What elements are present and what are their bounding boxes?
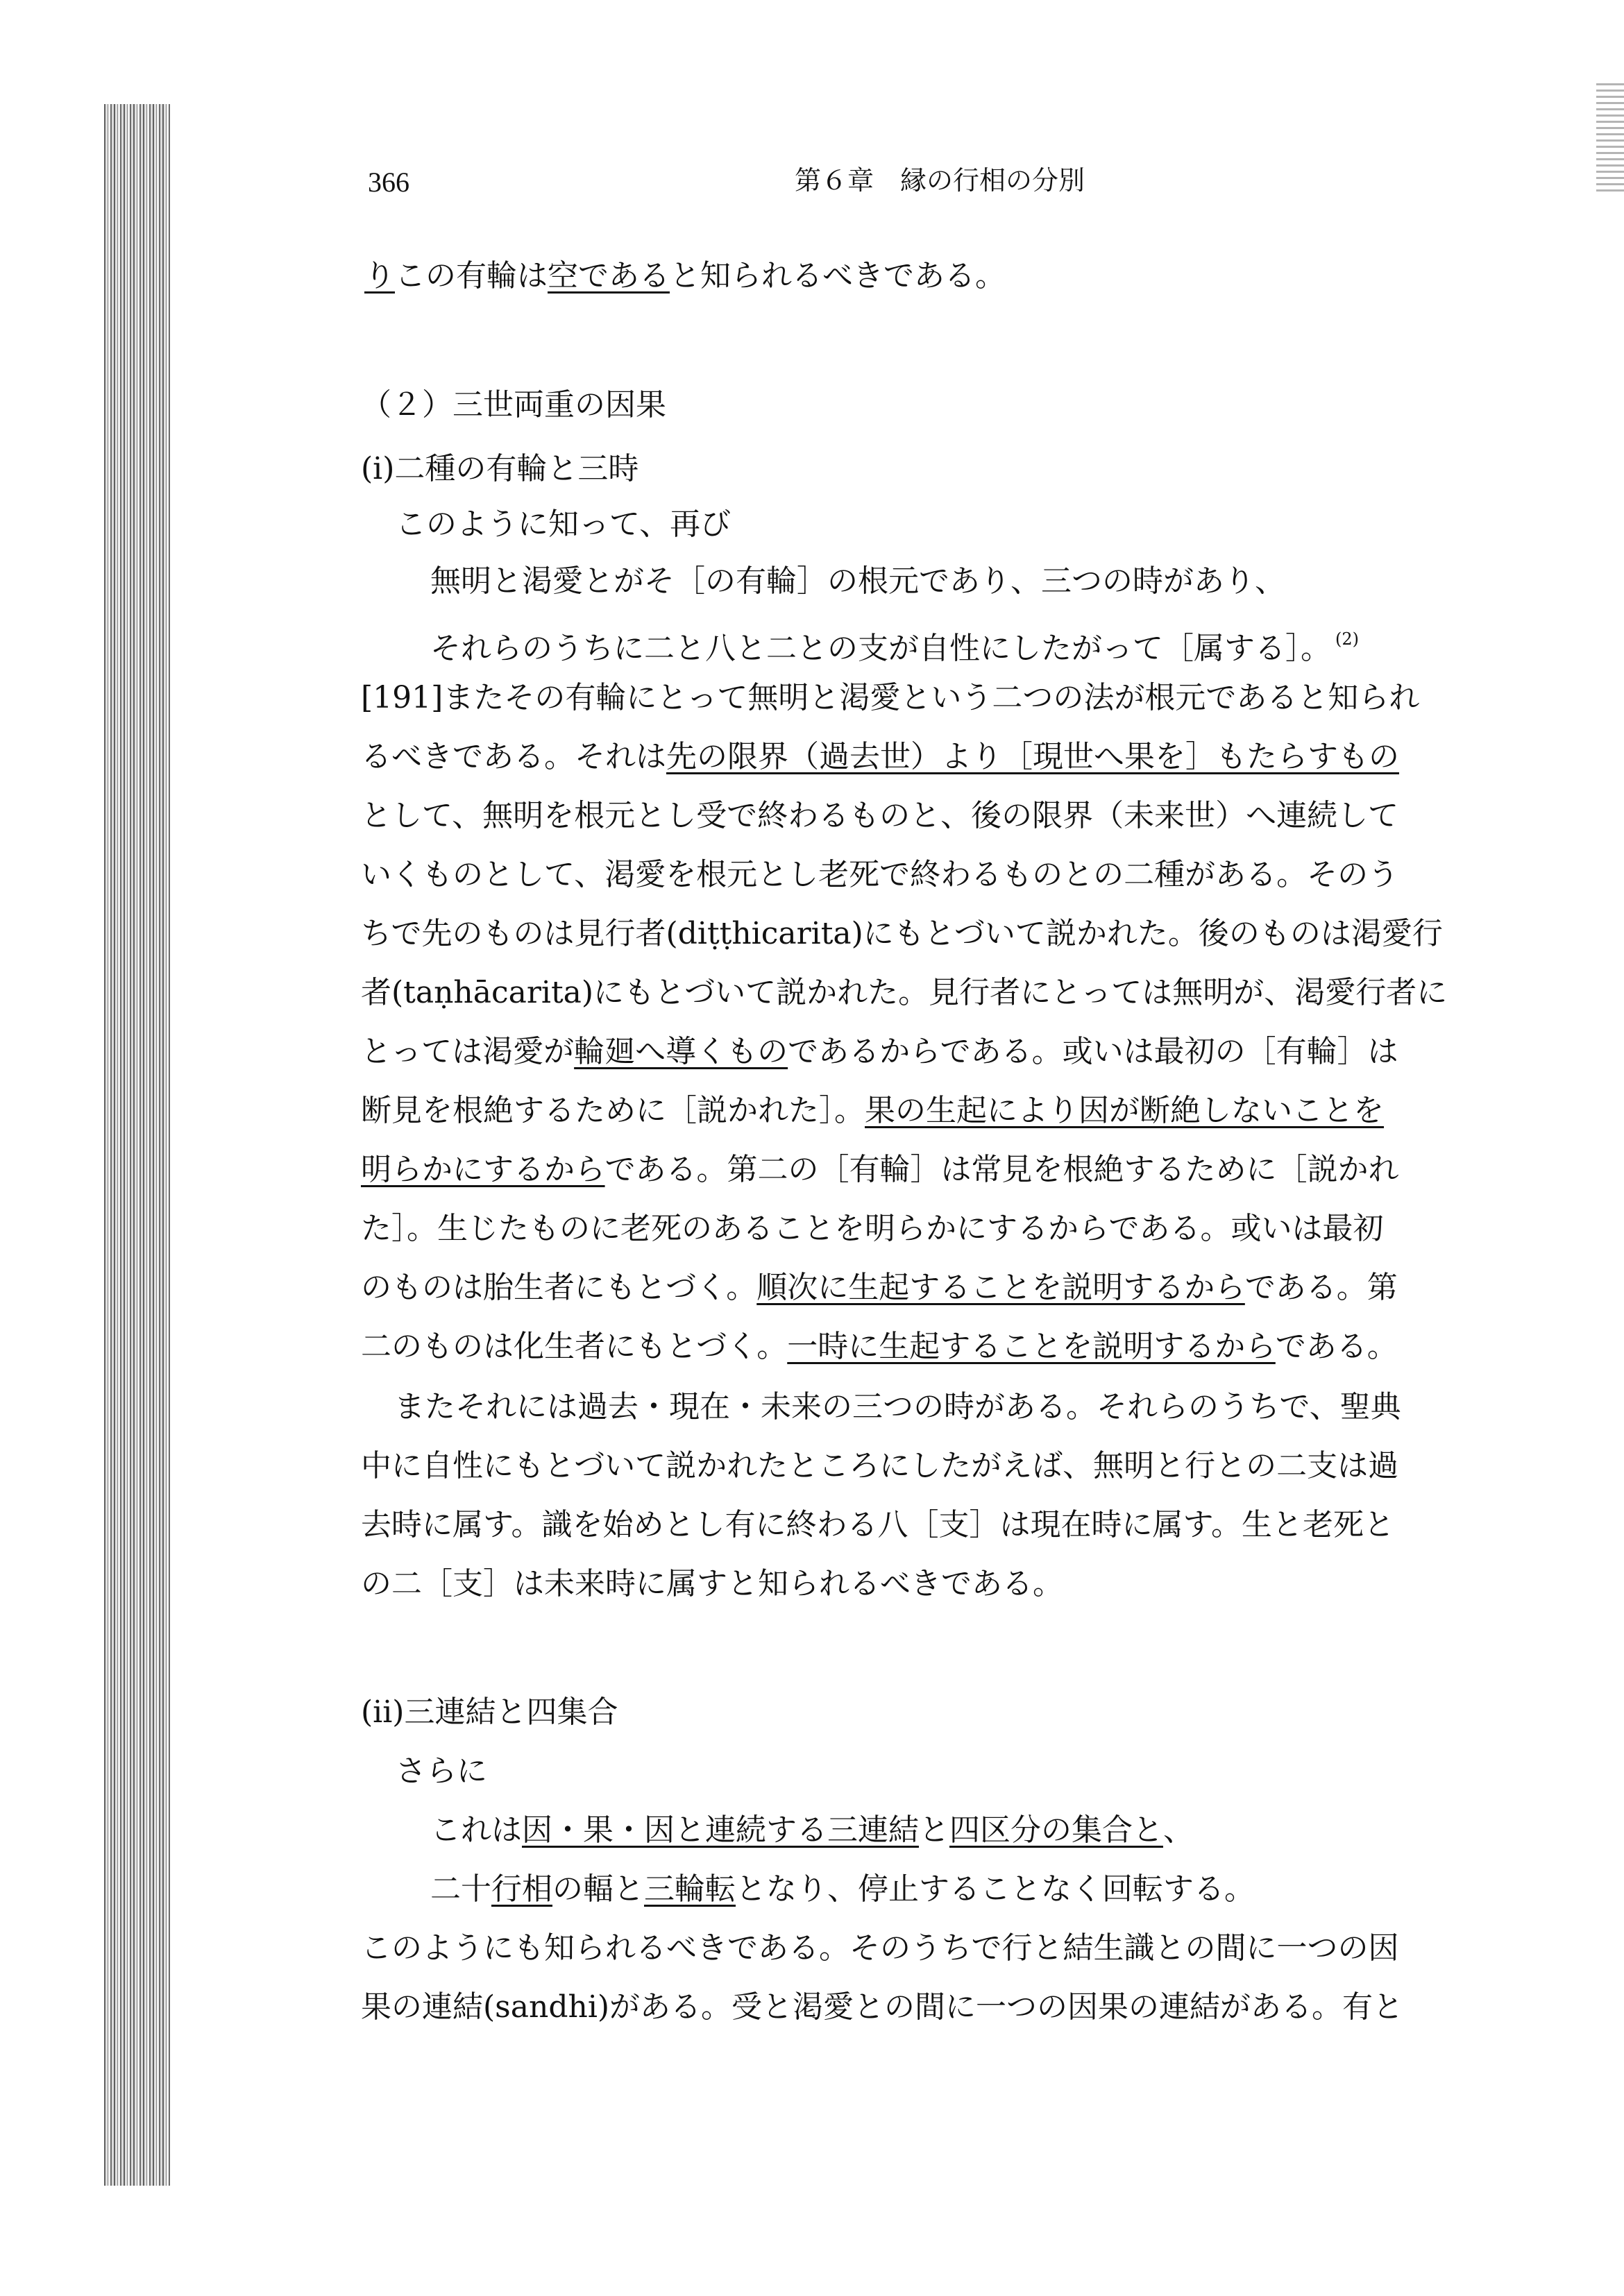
page-number: 366 [368, 167, 409, 198]
paragraph-line: とっては渇愛が輪廻へ導くものであるからである。或いは最初の［有輪］は [361, 1034, 1398, 1069]
paragraph-line: のものは胎生者にもとづく。順次に生起することを説明するからである。第 [361, 1270, 1398, 1305]
paragraph-line: 去時に属す。識を始めとし有に終わる八［支］は現在時に属す。生と老死と [361, 1507, 1394, 1542]
intro-line: このように知って、再び [396, 507, 731, 542]
paragraph-line: 明らかにするからである。第二の［有輪］は常見を根絶するために［説かれ [361, 1152, 1399, 1187]
paragraph-line: 断見を根絶するために［説かれた］。果の生起により因が断絶しないことを [361, 1093, 1384, 1128]
paragraph-line: るべきである。それは先の限界（過去世）より［現世へ果を］もたらすもの [361, 739, 1399, 774]
paragraph-line: 者(taṇhācarita)にもとづいて説かれた。見行者にとっては無明が、渇愛行者に [361, 975, 1448, 1010]
scan-edge-mark [1596, 83, 1624, 194]
paragraph-line: 果の連結(sandhi)がある。受と渇愛との間に一つの因果の連結がある。有と [361, 1989, 1404, 2025]
paragraph-line: として、無明を根元とし受で終わるものと、後の限界（未来世）へ連続して [361, 798, 1399, 833]
footnote-marker: (2) [1335, 629, 1359, 649]
subsection-heading-i: (i)二種の有輪と三時 [361, 451, 639, 486]
verse-line-1: 無明と渇愛とがそ［の有輪］の根元であり、三つの時があり、 [430, 563, 1285, 599]
paragraph-line: た］。生じたものに老死のあることを明らかにするからである。或いは最初 [361, 1211, 1384, 1246]
book-spine-shadow [104, 104, 170, 2186]
paragraph-line: いくものとして、渇愛を根元とし老死で終わるものとの二種がある。そのう [361, 857, 1399, 892]
section-heading: （２）三世両重の因果 [361, 387, 666, 423]
paragraph-line: またそれには過去・現在・未来の三つの時がある。それらのうちで、聖典 [394, 1389, 1401, 1425]
paragraph-line: 中に自性にもとづいて説かれたところにしたがえば、無明と行との二支は過 [361, 1448, 1399, 1483]
paragraph-line: ちで先のものは見行者(diṭṭhicarita)にもとづいて説かれた。後のものは渇愛行 [361, 916, 1443, 951]
verse-line-4: 二十行相の輻と三輪転となり、停止することなく回転する。 [430, 1871, 1255, 1907]
verse-line-2: それらのうちに二と八と二との支が自性にしたがって［属する］。 $^{(2)}$ [430, 629, 1359, 666]
intro-line: さらに [396, 1753, 487, 1789]
chapter-running-head: 第６章 縁の行相の分別 [795, 165, 1085, 196]
text-line: りこの有輪は空であると知られるべきである。 [364, 258, 1006, 294]
subsection-heading-ii: (ii)三連結と四集合 [361, 1694, 618, 1730]
paragraph-line: [191]またその有輪にとって無明と渇愛という二つの法が根元であると知られ [361, 680, 1420, 715]
paragraph-line: の二［支］は未来時に属すと知られるべきである。 [361, 1566, 1063, 1601]
verse-line-3: これは因・果・因と連続する三連結と四区分の集合と、 [430, 1812, 1194, 1848]
paragraph-line: 二のものは化生者にもとづく。一時に生起することを説明するからである。 [361, 1329, 1398, 1364]
paragraph-line: このようにも知られるべきである。そのうちで行と結生識との間に一つの因 [361, 1930, 1399, 1966]
